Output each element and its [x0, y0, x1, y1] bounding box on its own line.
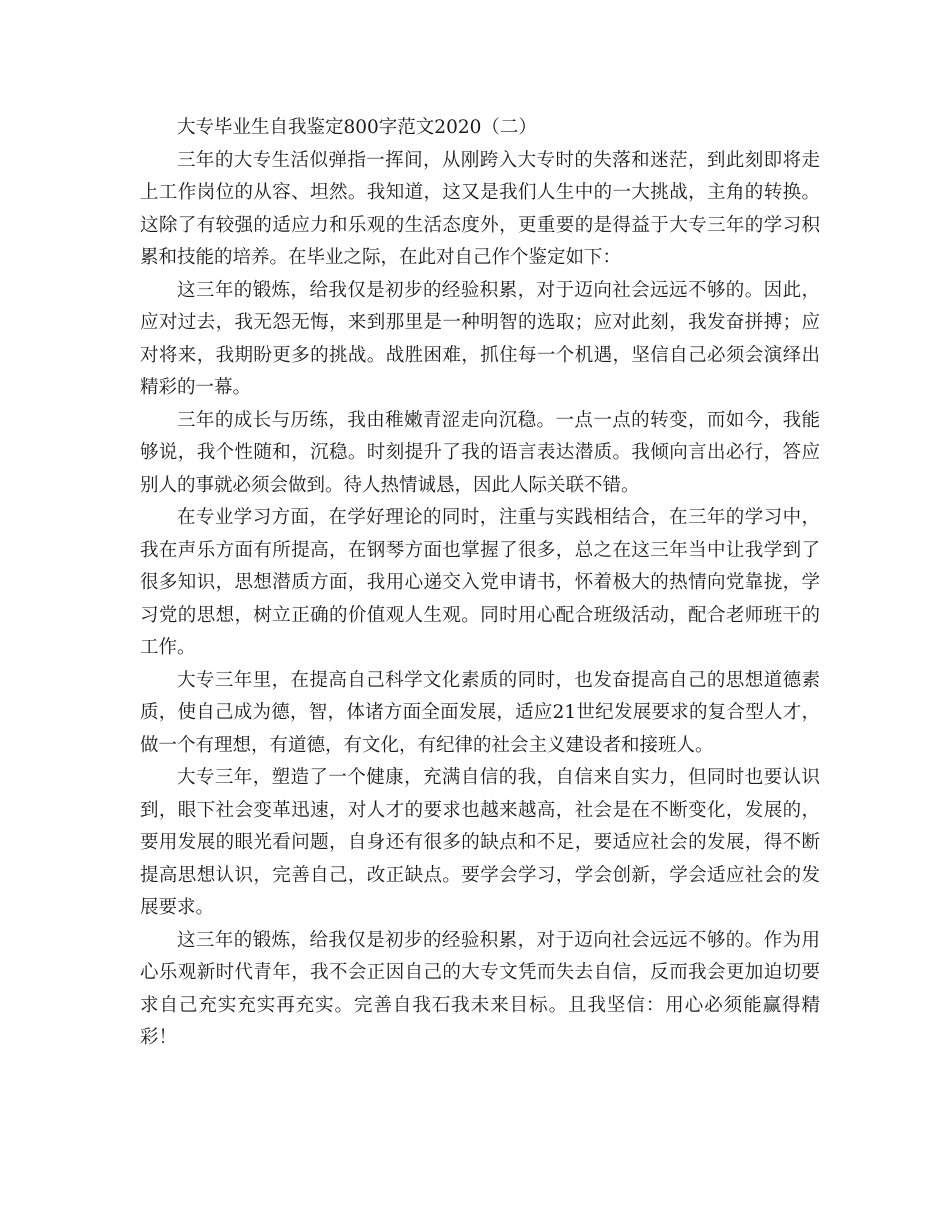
document-page	[140, 112, 820, 1055]
paragraph-5: 大专三年里，在提高自己科学文化素质的同时，也发奋提高自己的思想道德素质，使自己成为德，智，体诸方面全面发展，适应21世纪发展要求的复合型人才，做一个有理想，有道德，有文化，有纪律的社会主义建设者和接班人。	[140, 669, 820, 756]
document-title: 大专毕业生自我鉴定800字范文2020（二）	[177, 117, 537, 138]
paragraph-6: 大专三年，塑造了一个健康，充满自信的我，自信来自实力，但同时也要认识到，眼下社会变革迅速，对人才的要求也越来越高，社会是在不断变化，发展的，要用发展的眼光看问题，自身还有很多的缺点和不足，要适应社会的发展，得不断提高思想认识，完善自己，改正缺点。要学会学习，学会创新，学会适应社会的发展要求。	[140, 767, 820, 918]
paragraph-4: 在专业学习方面，在学好理论的同时，注重与实践相结合，在三年的学习中，我在声乐方面有所提高，在钢琴方面也掌握了很多，总之在这三年当中让我学到了很多知识，思想潜质方面，我用心递交入党申请书，怀着极大的热情向党靠拢，学习党的思想，树立正确的价值观人生观。同时用心配合班级活动，配合老师班干的工作。	[140, 507, 820, 658]
paragraph-7: 这三年的锻炼，给我仅是初步的经验积累，对于迈向社会远远不够的。作为用心乐观新时代青年，我不会正因自己的大专文凭而失去自信，反而我会更加迫切要求自己充实充实再充实。完善自我石我未来目标。且我坚信：用心必须能赢得精彩！	[140, 929, 820, 1048]
paragraph-3: 三年的成长与历练，我由稚嫩青涩走向沉稳。一点一点的转变，而如今，我能够说，我个性随和，沉稳。时刻提升了我的语言表达潜质。我倾向言出必行，答应别人的事就必须会做到。待人热情诚恳，因此人际关联不错。	[140, 409, 820, 496]
paragraph-2: 这三年的锻炼，给我仅是初步的经验积累，对于迈向社会远远不够的。因此，应对过去，我无怨无悔，来到那里是一种明智的选取；应对此刻，我发奋拼搏；应对将来，我期盼更多的挑战。战胜困难，抓住每一个机遇，坚信自己必须会演绎出精彩的一幕。	[140, 279, 820, 398]
paragraph-1: 三年的大专生活似弹指一挥间，从刚跨入大专时的失落和迷茫，到此刻即将走上工作岗位的从容、坦然。我知道，这又是我们人生中的一大挑战，主角的转换。这除了有较强的适应力和乐观的生活态度外，更重要的是得益于大专三年的学习积累和技能的培养。在毕业之际，在此对自己作个鉴定如下：	[140, 149, 820, 268]
